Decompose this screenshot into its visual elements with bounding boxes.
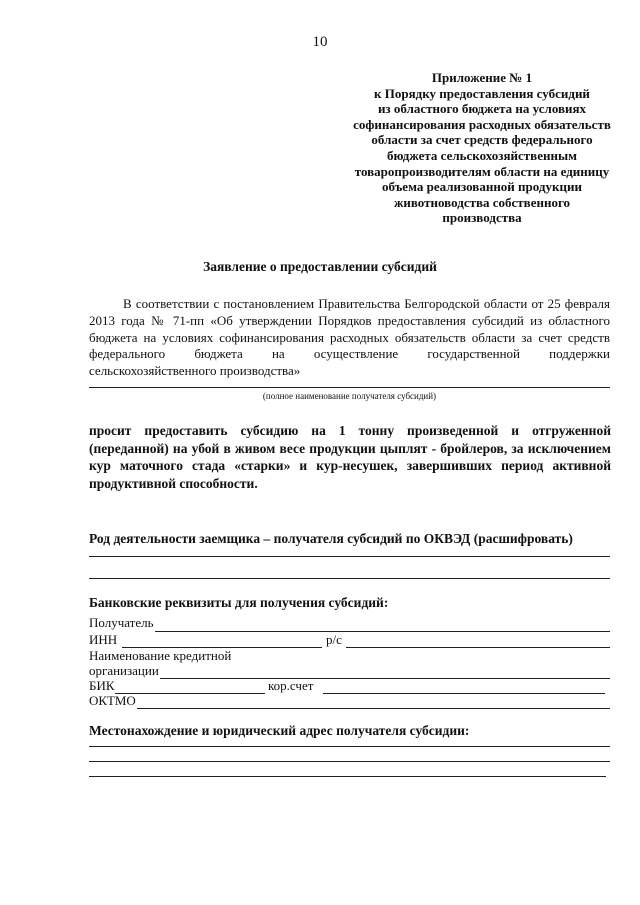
bank-details-heading: Банковские реквизиты для получения субсидий:	[89, 595, 389, 610]
address-line-1[interactable]	[89, 746, 610, 747]
okved-label: Род деятельности заемщика – получателя субсидий по ОКВЭД (расшифровать)	[89, 531, 573, 546]
corr-account-label: кор.счет	[268, 678, 314, 693]
corr-account-field[interactable]	[323, 693, 605, 694]
okved-line-1[interactable]	[89, 556, 610, 557]
address-label: Местонахождение и юридический адрес получателя субсидии:	[89, 723, 470, 738]
recipient-field[interactable]	[155, 631, 610, 632]
credit-org-field[interactable]	[160, 678, 610, 679]
appendix-line: производства	[442, 210, 522, 226]
credit-org-label: Наименование кредитной	[89, 648, 232, 663]
oktmo-label: ОКТМО	[89, 693, 136, 708]
appendix-line: из областного бюджета на условиях	[377, 101, 587, 117]
appendix-line: животноводства собственного	[393, 194, 571, 210]
credit-org-label: организации	[89, 663, 159, 678]
document-title: Заявление о предоставлении субсидий	[203, 259, 437, 274]
appendix-line: объема реализованной продукции	[382, 179, 582, 195]
appendix-line: бюджета сельскохозяйственным	[387, 147, 577, 163]
intro-paragraph: В соответствии с постановлением Правительства Белгородской области от 25 февраля 2013 года № 71-пп «Об утверждении Порядков предоставления субсидий из областного бюджета на условиях софинансирования расходных обязательств области за счет средств федерального бюджета на осуществление государственной поддержки сельскохозяйственного производства»	[89, 296, 610, 379]
appendix-header	[340, 70, 624, 226]
appendix-line: товаропроизводителям области на единицу	[354, 163, 610, 179]
recipient-label: Получатель	[89, 615, 154, 630]
page-number: 10	[312, 34, 328, 50]
oktmo-field[interactable]	[137, 708, 610, 709]
recipient-name-caption: (полное наименование получателя субсидий)	[262, 391, 437, 401]
account-label: р/с	[326, 632, 342, 647]
appendix-line: области за счет средств федерального	[371, 132, 593, 148]
address-line-2[interactable]	[89, 761, 610, 762]
appendix-line: Приложение № 1	[431, 70, 533, 85]
bik-label: БИК	[89, 678, 115, 693]
appendix-line: к Порядку предоставления субсидий	[374, 85, 590, 101]
address-line-3[interactable]	[89, 776, 606, 777]
inn-label: ИНН	[89, 632, 118, 647]
recipient-name-line[interactable]	[89, 387, 610, 388]
okved-line-2[interactable]	[89, 578, 610, 579]
request-paragraph: просит предоставить субсидию на 1 тонну произведенной и отгруженной (переданной) на убой в живом весе продукции цыплят - бройлеров, за исключением кур маточного стада «старки» и кур-несушек, завершивших период активной продуктивной способности.	[89, 423, 611, 491]
appendix-line: софинансирования расходных обязательств	[353, 116, 611, 132]
bik-field[interactable]	[115, 693, 265, 694]
account-field[interactable]	[346, 647, 610, 648]
